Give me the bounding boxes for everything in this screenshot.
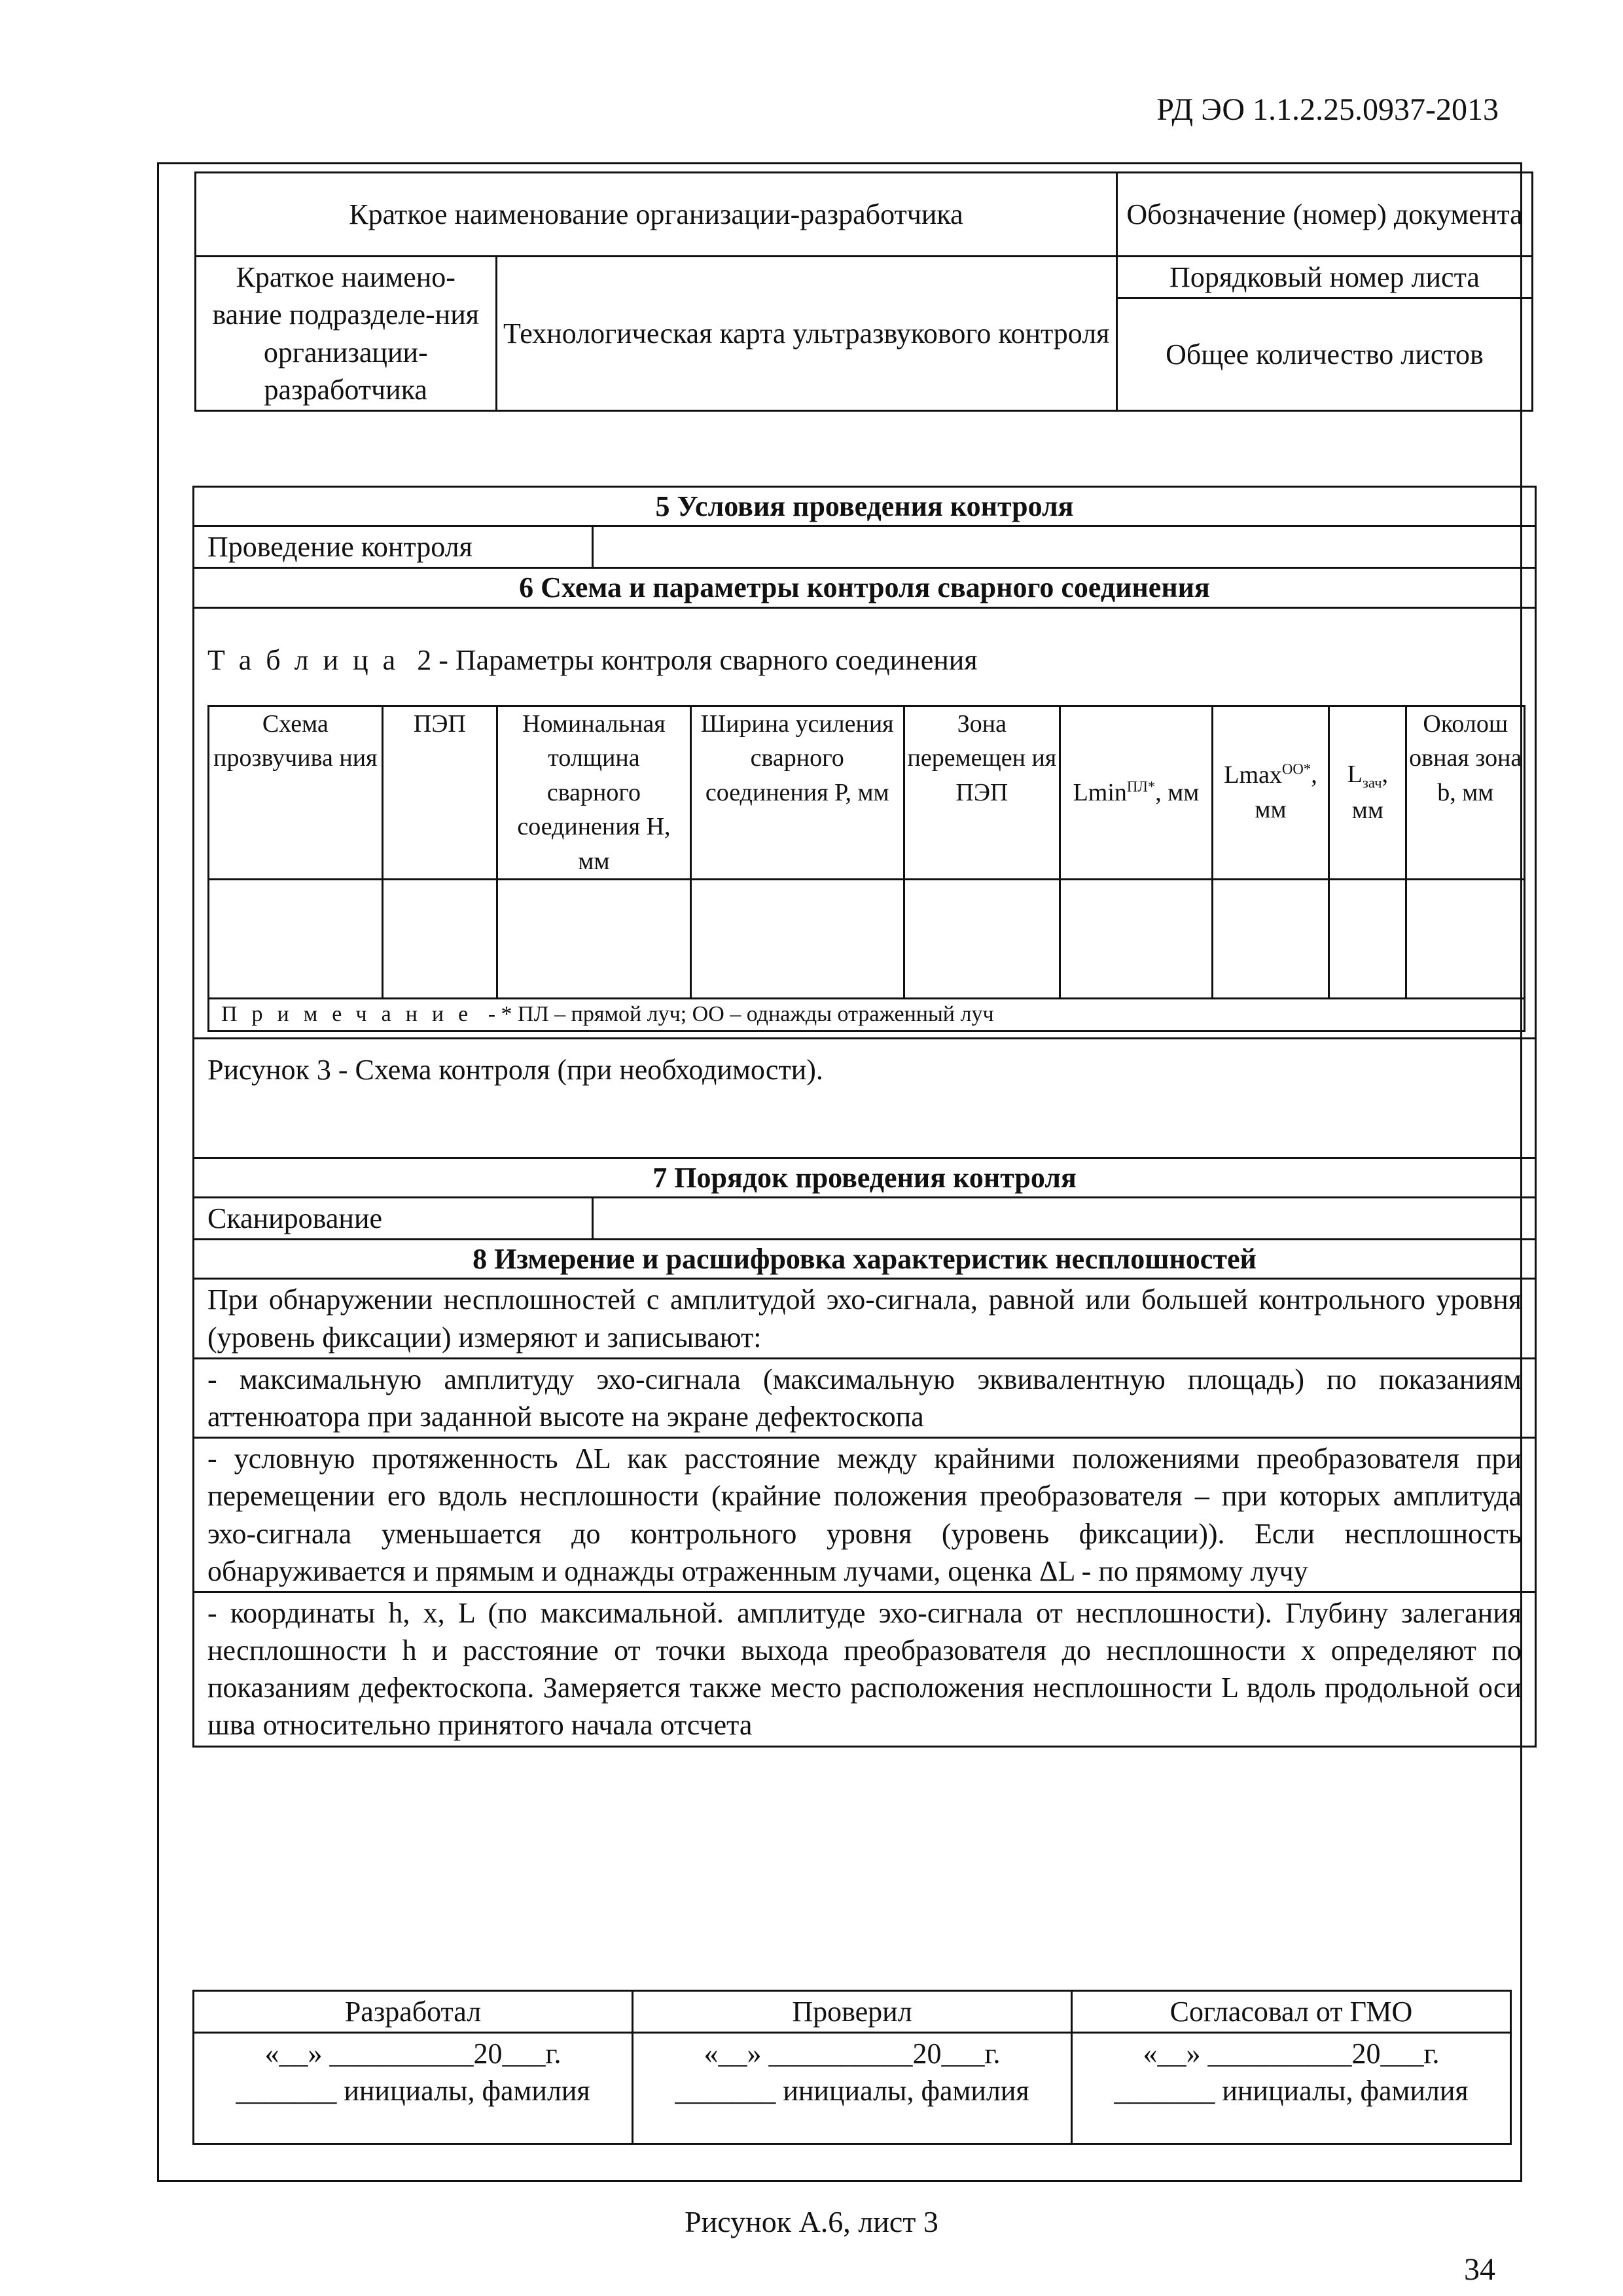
- params-note: [209, 998, 1525, 1031]
- col-pep: ПЭП: [382, 706, 497, 879]
- table-label: Таблица: [207, 643, 410, 676]
- col-near-weld-zone: Околош овная зона b, мм: [1406, 706, 1525, 879]
- signature-table: [192, 1990, 1512, 2145]
- total-sheets: Общее количество листов: [1116, 298, 1532, 411]
- division-short-name: Краткое наимено-вание подразделе-ния организации-разработчика: [196, 257, 497, 411]
- sign-date-line: «__» __________20___г.: [704, 2037, 1001, 2070]
- col-reinforcement-width: Ширина усиления сварного соединения Р, мм: [690, 706, 904, 879]
- figure3-caption: Рисунок 3 - Схема контроля (при необходимости).: [194, 1038, 1536, 1158]
- sign-cell-checked: [633, 2033, 1072, 2144]
- section6-title: 6 Схема и параметры контроля сварного соединения: [194, 568, 1536, 607]
- card-title: Технологическая карта ультразвукового контроля: [496, 257, 1116, 411]
- sign-cell-developed: [194, 2033, 633, 2144]
- col-thickness: Номинальная толщина сварного соединения Н, мм: [497, 706, 691, 879]
- table-caption: [207, 641, 1525, 679]
- figure-caption: Рисунок А.6, лист 3: [685, 2205, 938, 2238]
- section5-row-label: Проведение контроля: [194, 526, 593, 568]
- note-text: - * ПЛ – прямой луч; ОО – однажды отраженный луч: [488, 1001, 994, 1026]
- sections-table: [192, 486, 1537, 1748]
- params-empty-row: [209, 879, 1525, 998]
- sign-date-line: «__» __________20___г.: [264, 2037, 562, 2070]
- header-table: [194, 171, 1533, 412]
- sign-date-line: «__» __________20___г.: [1143, 2037, 1440, 2070]
- params-table: [207, 705, 1525, 1032]
- section7-row-label: Сканирование: [194, 1198, 593, 1240]
- col-lzach: $L_{зач}$, мм: [1329, 706, 1406, 879]
- section5-title: 5 Условия проведения контроля: [194, 487, 1536, 526]
- section7-title: 7 Порядок проведения контроля: [194, 1158, 1536, 1197]
- sign-header-checked: Проверил: [633, 1991, 1072, 2033]
- document-code: РД ЭО 1.1.2.25.0937-2013: [1156, 92, 1499, 127]
- section8-para-4: - координаты h, x, L (по максимальной. амплитуде эхо-сигнала от несплошности). Глубину залегания несплошности h и расстояние от точки выхода преобразователя до несплошности x определяют по показаниям дефектоскопа. Замеряется также место расположения несплошности L вдоль продольной оси шва относительно принятого начала отсчета: [194, 1592, 1536, 1746]
- sign-cell-approved: [1072, 2033, 1511, 2144]
- section8-title: 8 Измерение и расшифровка характеристик несплошностей: [194, 1240, 1536, 1279]
- section6-body: [194, 607, 1536, 1038]
- page-number: 34: [1464, 2252, 1495, 2287]
- col-scheme: Схема прозвучива ния: [209, 706, 383, 879]
- section7-row-value: [593, 1198, 1536, 1240]
- sign-header-approved: Согласовал от ГМО: [1072, 1991, 1511, 2033]
- note-label: Примечание: [221, 1001, 483, 1026]
- col-lmax: Lmax$^{ОО*}$, мм: [1212, 706, 1329, 879]
- table-caption-text: 2 - Параметры контроля сварного соединения: [417, 643, 978, 676]
- doc-designation: Обозначение (номер) документа: [1116, 173, 1532, 257]
- section8-para-2: - максимальную амплитуду эхо-сигнала (максимальную эквивалентную площадь) по показаниям аттенюатора при заданной высоте на экране дефектоскопа: [194, 1358, 1536, 1437]
- col-lmin: Lmin$^{ПЛ*}$, мм: [1060, 706, 1213, 879]
- sign-name-line: _______ инициалы, фамилия: [236, 2075, 590, 2108]
- sheet-number: Порядковый номер листа: [1116, 257, 1532, 298]
- sign-name-line: _______ инициалы, фамилия: [675, 2075, 1029, 2108]
- sign-name-line: _______ инициалы, фамилия: [1114, 2075, 1469, 2108]
- section5-row-value: [593, 526, 1536, 568]
- col-movement-zone: Зона перемещен ия ПЭП: [904, 706, 1060, 879]
- org-short-name: Краткое наименование организации-разработчика: [196, 173, 1117, 257]
- section8-para-1: При обнаружении несплошностей с амплитудой эхо-сигнала, равной или большей контрольного уровня (уровень фиксации) измеряют и записывают:: [194, 1279, 1536, 1358]
- sign-header-developed: Разработал: [194, 1991, 633, 2033]
- section8-para-3: - условную протяженность ΔL как расстояние между крайними положениями преобразователя при перемещении его вдоль несплошности (крайние положения преобразователя – при которых амплитуда эхо-сигнала уменьшается до контрольного уровня (уровень фиксации)). Если несплошность обнаруживается и прямым и однажды отраженным лучами, оценка ΔL - по прямому лучу: [194, 1438, 1536, 1592]
